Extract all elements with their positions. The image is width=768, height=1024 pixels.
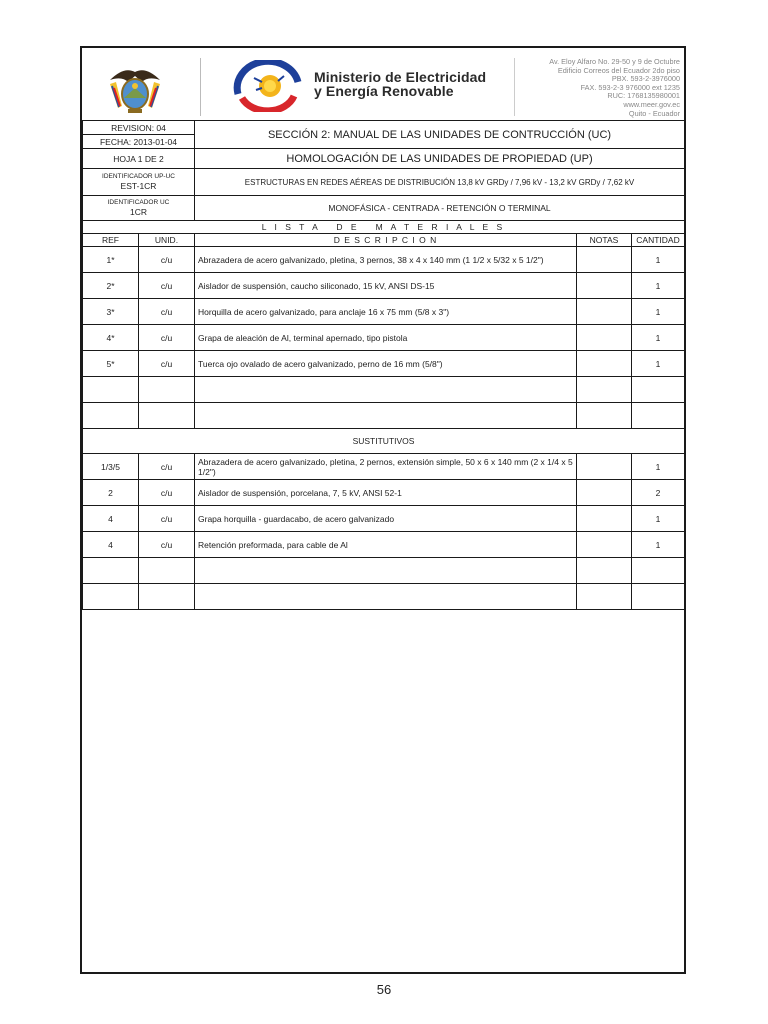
sheet-number-cell: HOJA 1 DE 2 bbox=[83, 149, 195, 169]
notes-cell bbox=[577, 532, 632, 558]
table-row bbox=[83, 247, 685, 273]
substitutes-title: SUSTITUTIVOS bbox=[83, 429, 685, 454]
ministry-logo-icon bbox=[232, 60, 304, 112]
empty-cell bbox=[195, 377, 577, 403]
notes-cell bbox=[577, 454, 632, 480]
description-cell: Aislador de suspensión, caucho siliconado, 15 kV, ANSI DS-15 bbox=[195, 273, 577, 299]
column-header-description: D E S C R I P C I O N bbox=[195, 234, 577, 247]
column-header-ref: REF bbox=[83, 234, 139, 247]
address-line: PBX. 593-2-3976000 bbox=[611, 74, 680, 84]
ref-cell: 1* bbox=[83, 247, 139, 273]
empty-cell bbox=[577, 377, 632, 403]
table-row bbox=[83, 351, 685, 377]
column-header-unit: UNID. bbox=[139, 234, 195, 247]
ecuador-coat-of-arms-icon bbox=[104, 62, 166, 116]
notes-cell bbox=[577, 506, 632, 532]
uc-identifier-value: 1CR bbox=[129, 207, 147, 217]
table-row bbox=[83, 325, 685, 351]
empty-cell bbox=[577, 403, 632, 429]
ministry-name bbox=[314, 70, 486, 98]
unit-cell: c/u bbox=[139, 299, 195, 325]
description-cell: Grapa de aleación de Al, terminal apernado, tipo pistola bbox=[195, 325, 577, 351]
materials-list-title: L I S T A D E M A T E R I A L E S bbox=[83, 221, 685, 234]
quantity-cell: 1 bbox=[632, 273, 685, 299]
quantity-cell: 1 bbox=[632, 506, 685, 532]
description-cell: Abrazadera de acero galvanizado, pletina, 2 pernos, extensión simple, 50 x 6 x 140 mm (2 x 1/4 x 5 1/2") bbox=[195, 454, 577, 480]
empty-cell bbox=[195, 584, 577, 610]
empty-cell bbox=[83, 377, 139, 403]
notes-cell bbox=[577, 299, 632, 325]
empty-cell bbox=[577, 558, 632, 584]
empty-row bbox=[83, 584, 685, 610]
section-title: SECCIÓN 2: MANUAL DE LAS UNIDADES DE CONTRUCCIÓN (UC) bbox=[195, 121, 685, 149]
unit-cell: c/u bbox=[139, 247, 195, 273]
date-cell: FECHA: 2013-01-04 bbox=[83, 135, 195, 149]
document-sheet bbox=[80, 46, 686, 974]
empty-row bbox=[83, 377, 685, 403]
empty-cell bbox=[139, 377, 195, 403]
ref-cell: 4 bbox=[83, 506, 139, 532]
specification-table bbox=[82, 120, 685, 610]
empty-cell bbox=[577, 584, 632, 610]
address-line: Av. Eloy Alfaro No. 29-50 y 9 de Octubre bbox=[549, 57, 680, 66]
structure-description: ESTRUCTURAS EN REDES AÉREAS DE DISTRIBUCIÓN 13,8 kV GRDy / 7,96 kV - 13,2 kV GRDy / 7,62 kV bbox=[195, 169, 685, 196]
letterhead bbox=[82, 48, 684, 120]
structure-type: MONOFÁSICA - CENTRADA - RETENCIÓN O TERMINAL bbox=[195, 196, 685, 221]
empty-cell bbox=[632, 377, 685, 403]
empty-cell bbox=[139, 403, 195, 429]
unit-cell: c/u bbox=[139, 454, 195, 480]
homologation-title: HOMOLOGACIÓN DE LAS UNIDADES DE PROPIEDAD (UP) bbox=[195, 149, 685, 169]
column-header-notes: NOTAS bbox=[577, 234, 632, 247]
notes-cell bbox=[577, 273, 632, 299]
address-line: FAX. 593-2-3 976000 ext 1235 bbox=[580, 82, 680, 92]
unit-cell: c/u bbox=[139, 351, 195, 377]
unit-cell: c/u bbox=[139, 506, 195, 532]
quantity-cell: 2 bbox=[632, 480, 685, 506]
uc-identifier-label: IDENTIFICADOR UC bbox=[107, 199, 170, 206]
empty-cell bbox=[139, 558, 195, 584]
empty-cell bbox=[195, 403, 577, 429]
table-row bbox=[83, 506, 685, 532]
table-row bbox=[83, 299, 685, 325]
table-row bbox=[83, 532, 685, 558]
empty-cell bbox=[83, 403, 139, 429]
empty-cell bbox=[632, 403, 685, 429]
table-row bbox=[83, 480, 685, 506]
ref-cell: 4 bbox=[83, 532, 139, 558]
unit-cell: c/u bbox=[139, 273, 195, 299]
ref-cell: 3* bbox=[83, 299, 139, 325]
ref-cell: 2 bbox=[83, 480, 139, 506]
notes-cell bbox=[577, 351, 632, 377]
up-identifier-cell bbox=[83, 169, 195, 196]
ministry-name-line1: Ministerio de Electricidad bbox=[314, 69, 487, 85]
unit-cell: c/u bbox=[139, 325, 195, 351]
notes-cell bbox=[577, 325, 632, 351]
description-cell: Tuerca ojo ovalado de acero galvanizado, perno de 16 mm (5/8") bbox=[195, 351, 577, 377]
column-header-quantity: CANTIDAD bbox=[632, 234, 685, 247]
description-cell: Horquilla de acero galvanizado, para anclaje 16 x 75 mm (5/8 x 3") bbox=[195, 299, 577, 325]
address-line: www.meer.gov.ec bbox=[623, 99, 680, 109]
table-row bbox=[83, 273, 685, 299]
quantity-cell: 1 bbox=[632, 325, 685, 351]
quantity-cell: 1 bbox=[632, 299, 685, 325]
table-row bbox=[83, 454, 685, 480]
revision-cell: REVISION: 04 bbox=[83, 121, 195, 135]
uc-identifier-cell bbox=[83, 196, 195, 221]
address-line: RUC: 1768135980001 bbox=[607, 91, 680, 101]
address-line: Edificio Correos del Ecuador 2do piso bbox=[557, 65, 680, 75]
quantity-cell: 1 bbox=[632, 247, 685, 273]
up-identifier-label: IDENTIFICADOR UP-UC bbox=[102, 173, 175, 180]
quantity-cell: 1 bbox=[632, 454, 685, 480]
description-cell: Aislador de suspensión, porcelana, 7, 5 kV, ANSI 52-1 bbox=[195, 480, 577, 506]
notes-cell bbox=[577, 480, 632, 506]
notes-cell bbox=[577, 247, 632, 273]
ref-cell: 1/3/5 bbox=[83, 454, 139, 480]
quantity-cell: 1 bbox=[632, 532, 685, 558]
ref-cell: 4* bbox=[83, 325, 139, 351]
description-cell: Abrazadera de acero galvanizado, pletina, 3 pernos, 38 x 4 x 140 mm (1 1/2 x 5/32 x 5 1/2") bbox=[195, 247, 577, 273]
ref-cell: 2* bbox=[83, 273, 139, 299]
description-cell: Grapa horquilla - guardacabo, de acero galvanizado bbox=[195, 506, 577, 532]
up-identifier-value: EST-1CR bbox=[120, 181, 157, 191]
ministry-name-line2: y Energía Renovable bbox=[314, 83, 454, 99]
ministry-address bbox=[510, 58, 680, 118]
empty-row bbox=[83, 403, 685, 429]
address-line: Quito - Ecuador bbox=[628, 108, 680, 118]
empty-cell bbox=[83, 584, 139, 610]
ref-cell: 5* bbox=[83, 351, 139, 377]
empty-cell bbox=[83, 558, 139, 584]
quantity-cell: 1 bbox=[632, 351, 685, 377]
empty-row bbox=[83, 558, 685, 584]
unit-cell: c/u bbox=[139, 532, 195, 558]
empty-cell bbox=[632, 558, 685, 584]
unit-cell: c/u bbox=[139, 480, 195, 506]
header-divider bbox=[200, 58, 201, 116]
empty-cell bbox=[632, 584, 685, 610]
page-number: 56 bbox=[376, 982, 392, 997]
empty-cell bbox=[139, 584, 195, 610]
empty-cell bbox=[195, 558, 577, 584]
description-cell: Retención preformada, para cable de Al bbox=[195, 532, 577, 558]
